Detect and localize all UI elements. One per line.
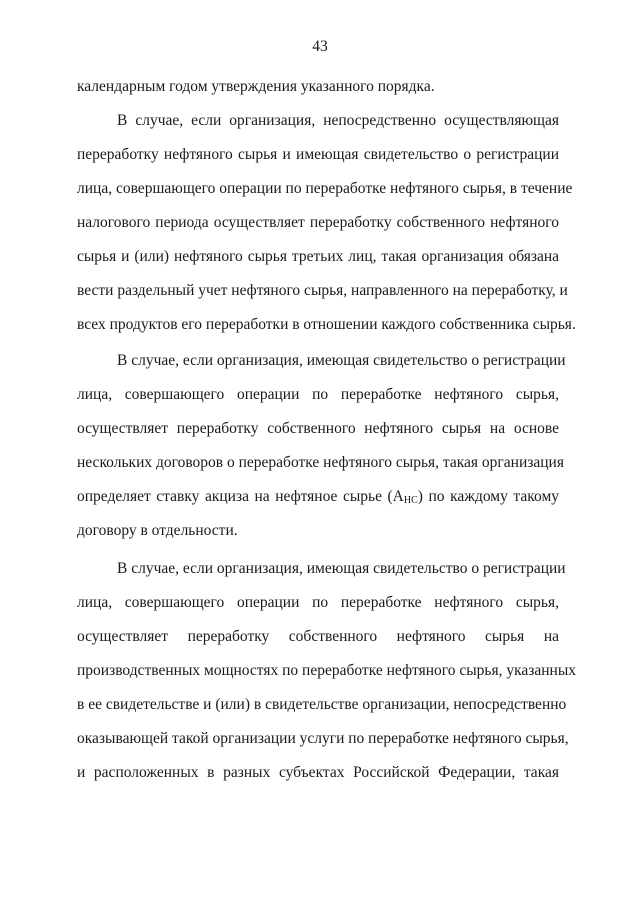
- continuation-text: [77, 70, 559, 104]
- text-line: [77, 586, 559, 620]
- line-text: определяет ставку акциза на нефтяное сырье (А: [77, 488, 404, 505]
- page-number: 43: [312, 38, 328, 55]
- text-line: [77, 70, 559, 104]
- line-text: и расположенных в разных субъектах Российской Федерации, такая: [77, 764, 559, 781]
- text-line: [77, 308, 576, 342]
- line-text-after: ) по каждому такому: [417, 488, 560, 505]
- line-text: сырья и (или) нефтяного сырья третьих лиц, такая организация обязана: [77, 248, 559, 265]
- line-text: нескольких договоров о переработке нефтяного сырья, такая организация: [77, 454, 564, 471]
- text-line: [77, 514, 559, 548]
- paragraph: [77, 552, 577, 790]
- line-text: В случае, если организация, имеющая свидетельство о регистрации: [117, 352, 566, 369]
- text-line: [77, 722, 569, 756]
- paragraph: [77, 104, 576, 342]
- line-text: оказывающей такой организации услуги по переработке нефтяного сырья,: [77, 730, 569, 747]
- text-line: [77, 480, 559, 514]
- text-line: [77, 240, 559, 274]
- line-text: лица, совершающего операции по переработке нефтяного сырья,: [77, 386, 559, 403]
- text-line: [77, 654, 577, 688]
- text-line: [77, 104, 559, 138]
- line-text: договору в отдельности.: [77, 522, 238, 539]
- text-line: [77, 344, 566, 378]
- line-text: В случае, если организация, имеющая свидетельство о регистрации: [117, 560, 566, 577]
- text-line: [77, 552, 566, 586]
- line-text: переработку нефтяного сырья и имеющая свидетельство о регистрации: [77, 146, 559, 163]
- text-line: [77, 206, 559, 240]
- text-line: [77, 378, 559, 412]
- line-text: всех продуктов его переработки в отношении каждого собственника сырья.: [77, 316, 576, 333]
- paragraph: [77, 344, 566, 548]
- text-line: [77, 446, 564, 480]
- line-text: В случае, если организация, непосредственно осуществляющая: [117, 112, 559, 129]
- text-line: [77, 138, 559, 172]
- line-text: налогового периода осуществляет переработку собственного нефтяного: [77, 214, 559, 231]
- line-text: вести раздельный учет нефтяного сырья, направленного на переработку, и: [77, 282, 568, 299]
- line-text: лица, совершающего операции по переработке нефтяного сырья, в течение: [77, 180, 573, 197]
- line-text: осуществляет переработку собственного нефтяного сырья на основе: [77, 420, 559, 437]
- text-line: [77, 274, 568, 308]
- line-text: в ее свидетельстве и (или) в свидетельстве организации, непосредственно: [77, 696, 567, 713]
- subscript: НС: [403, 495, 418, 506]
- text-line: [77, 688, 567, 722]
- text-line: [77, 620, 559, 654]
- text-line: [77, 412, 559, 446]
- line-text: производственных мощностях по переработке нефтяного сырья, указанных: [77, 662, 577, 679]
- line-text: календарным годом утверждения указанного порядка.: [77, 78, 435, 95]
- line-text: лица, совершающего операции по переработке нефтяного сырья,: [77, 594, 559, 611]
- text-line: [77, 756, 559, 790]
- line-text: осуществляет переработку собственного нефтяного сырья на: [77, 628, 559, 645]
- text-line: [77, 172, 573, 206]
